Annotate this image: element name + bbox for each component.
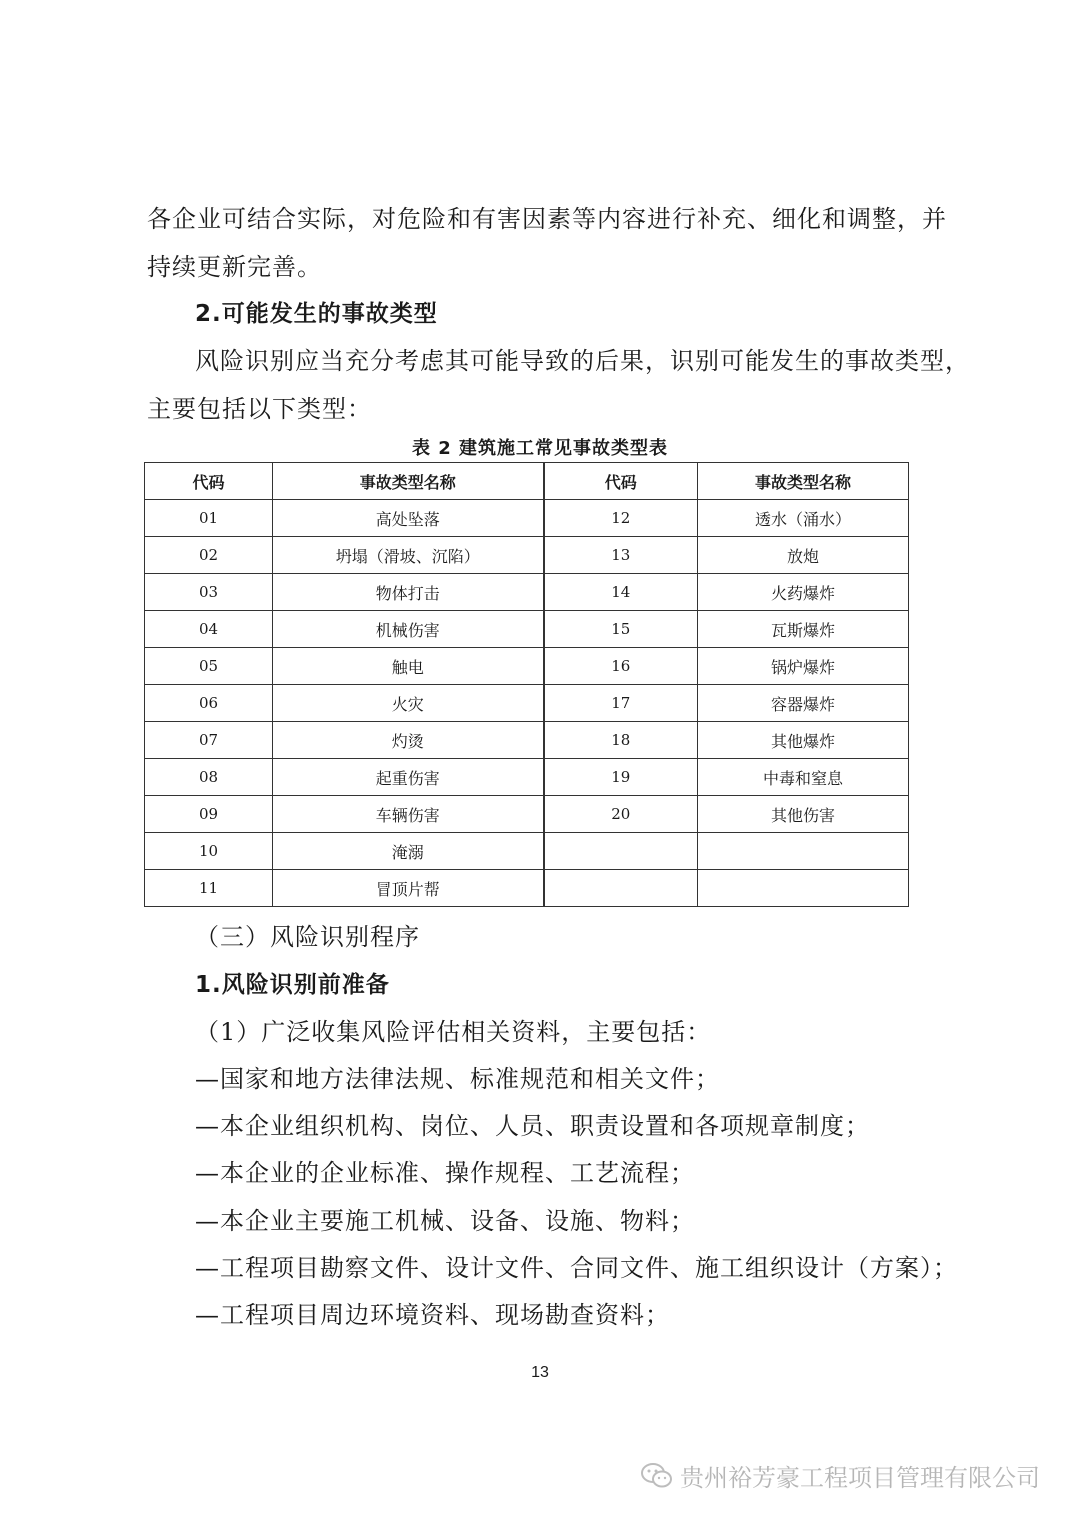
cell-code: 18 xyxy=(544,722,698,759)
cell-accident-name: 淹溺 xyxy=(273,833,544,870)
watermark xyxy=(640,1458,1040,1493)
table-row xyxy=(145,796,909,833)
cell-code: 13 xyxy=(544,537,698,574)
intro-paragraph-line-1: 各企业可结合实际，对危险和有害因素等内容进行补充、细化和调整，并 xyxy=(147,205,947,233)
risk-paragraph-line-2: 主要包括以下类型： xyxy=(147,395,372,423)
cell-code: 09 xyxy=(145,796,273,833)
cell-accident-name: 坍塌（滑坡、沉陷） xyxy=(273,537,544,574)
table-row xyxy=(145,611,909,648)
cell-accident-name: 中毒和窒息 xyxy=(698,759,909,796)
cell-accident-name: 透水（涌水） xyxy=(698,500,909,537)
cell-accident-name: 高处坠落 xyxy=(273,500,544,537)
table-body xyxy=(145,500,909,907)
header-code-1: 代码 xyxy=(145,463,273,500)
cell-accident-name xyxy=(698,870,909,907)
table-header-row xyxy=(145,463,909,500)
cell-code: 02 xyxy=(145,537,273,574)
cell-accident-name: 容器爆炸 xyxy=(698,685,909,722)
accident-types-table xyxy=(144,462,909,907)
bullet-item: —工程项目勘察文件、设计文件、合同文件、施工组织设计（方案）； xyxy=(195,1254,958,1282)
table-row xyxy=(145,870,909,907)
cell-code xyxy=(544,870,698,907)
cell-code: 15 xyxy=(544,611,698,648)
cell-accident-name: 其他伤害 xyxy=(698,796,909,833)
list-item-1: （1）广泛收集风险评估相关资料，主要包括： xyxy=(195,1018,712,1046)
cell-code: 10 xyxy=(145,833,273,870)
heading-accident-types: 2.可能发生的事故类型 xyxy=(195,301,438,327)
cell-accident-name: 火药爆炸 xyxy=(698,574,909,611)
table-row xyxy=(145,685,909,722)
cell-accident-name: 触电 xyxy=(273,648,544,685)
table-caption: 表 2 建筑施工常见事故类型表 xyxy=(411,438,669,459)
cell-accident-name: 其他爆炸 xyxy=(698,722,909,759)
cell-code: 03 xyxy=(145,574,273,611)
cell-code: 16 xyxy=(544,648,698,685)
cell-code: 14 xyxy=(544,574,698,611)
bullet-item: —国家和地方法律法规、标准规范和相关文件； xyxy=(195,1065,720,1093)
header-code-2: 代码 xyxy=(544,463,698,500)
cell-accident-name: 火灾 xyxy=(273,685,544,722)
cell-accident-name: 锅炉爆炸 xyxy=(698,648,909,685)
cell-code: 20 xyxy=(544,796,698,833)
table-row xyxy=(145,833,909,870)
cell-code: 11 xyxy=(145,870,273,907)
cell-accident-name: 放炮 xyxy=(698,537,909,574)
cell-code: 12 xyxy=(544,500,698,537)
table-row xyxy=(145,574,909,611)
cell-accident-name: 起重伤害 xyxy=(273,759,544,796)
cell-accident-name xyxy=(698,833,909,870)
cell-code: 07 xyxy=(145,722,273,759)
cell-code: 17 xyxy=(544,685,698,722)
cell-code: 05 xyxy=(145,648,273,685)
cell-code: 19 xyxy=(544,759,698,796)
cell-accident-name: 车辆伤害 xyxy=(273,796,544,833)
cell-code: 01 xyxy=(145,500,273,537)
cell-code: 04 xyxy=(145,611,273,648)
cell-code: 08 xyxy=(145,759,273,796)
bullet-item: —本企业的企业标准、操作规程、工艺流程； xyxy=(195,1159,695,1187)
watermark-text: 贵州裕芳豪工程项目管理有限公司 xyxy=(680,1464,1040,1492)
bullet-item: —本企业主要施工机械、设备、设施、物料； xyxy=(195,1207,695,1235)
wechat-icon xyxy=(640,1462,674,1490)
header-name-1: 事故类型名称 xyxy=(273,463,544,500)
risk-paragraph-line-1: 风险识别应当充分考虑其可能导致的后果，识别可能发生的事故类型， xyxy=(195,347,970,375)
table-row xyxy=(145,537,909,574)
section-title-risk-procedure: （三）风险识别程序 xyxy=(195,923,420,951)
cell-code xyxy=(544,833,698,870)
bullet-item: —工程项目周边环境资料、现场勘查资料； xyxy=(195,1301,670,1329)
page-number: 13 xyxy=(531,1364,549,1381)
intro-paragraph-line-2: 持续更新完善。 xyxy=(147,253,322,281)
header-name-2: 事故类型名称 xyxy=(698,463,909,500)
bullet-item: —本企业组织机构、岗位、人员、职责设置和各项规章制度； xyxy=(195,1112,870,1140)
table-row xyxy=(145,759,909,796)
table-row xyxy=(145,648,909,685)
cell-accident-name: 灼烫 xyxy=(273,722,544,759)
cell-accident-name: 冒顶片帮 xyxy=(273,870,544,907)
table-row xyxy=(145,722,909,759)
cell-accident-name: 瓦斯爆炸 xyxy=(698,611,909,648)
table-row xyxy=(145,500,909,537)
cell-accident-name: 机械伤害 xyxy=(273,611,544,648)
cell-code: 06 xyxy=(145,685,273,722)
cell-accident-name: 物体打击 xyxy=(273,574,544,611)
heading-preparation: 1.风险识别前准备 xyxy=(195,972,390,998)
